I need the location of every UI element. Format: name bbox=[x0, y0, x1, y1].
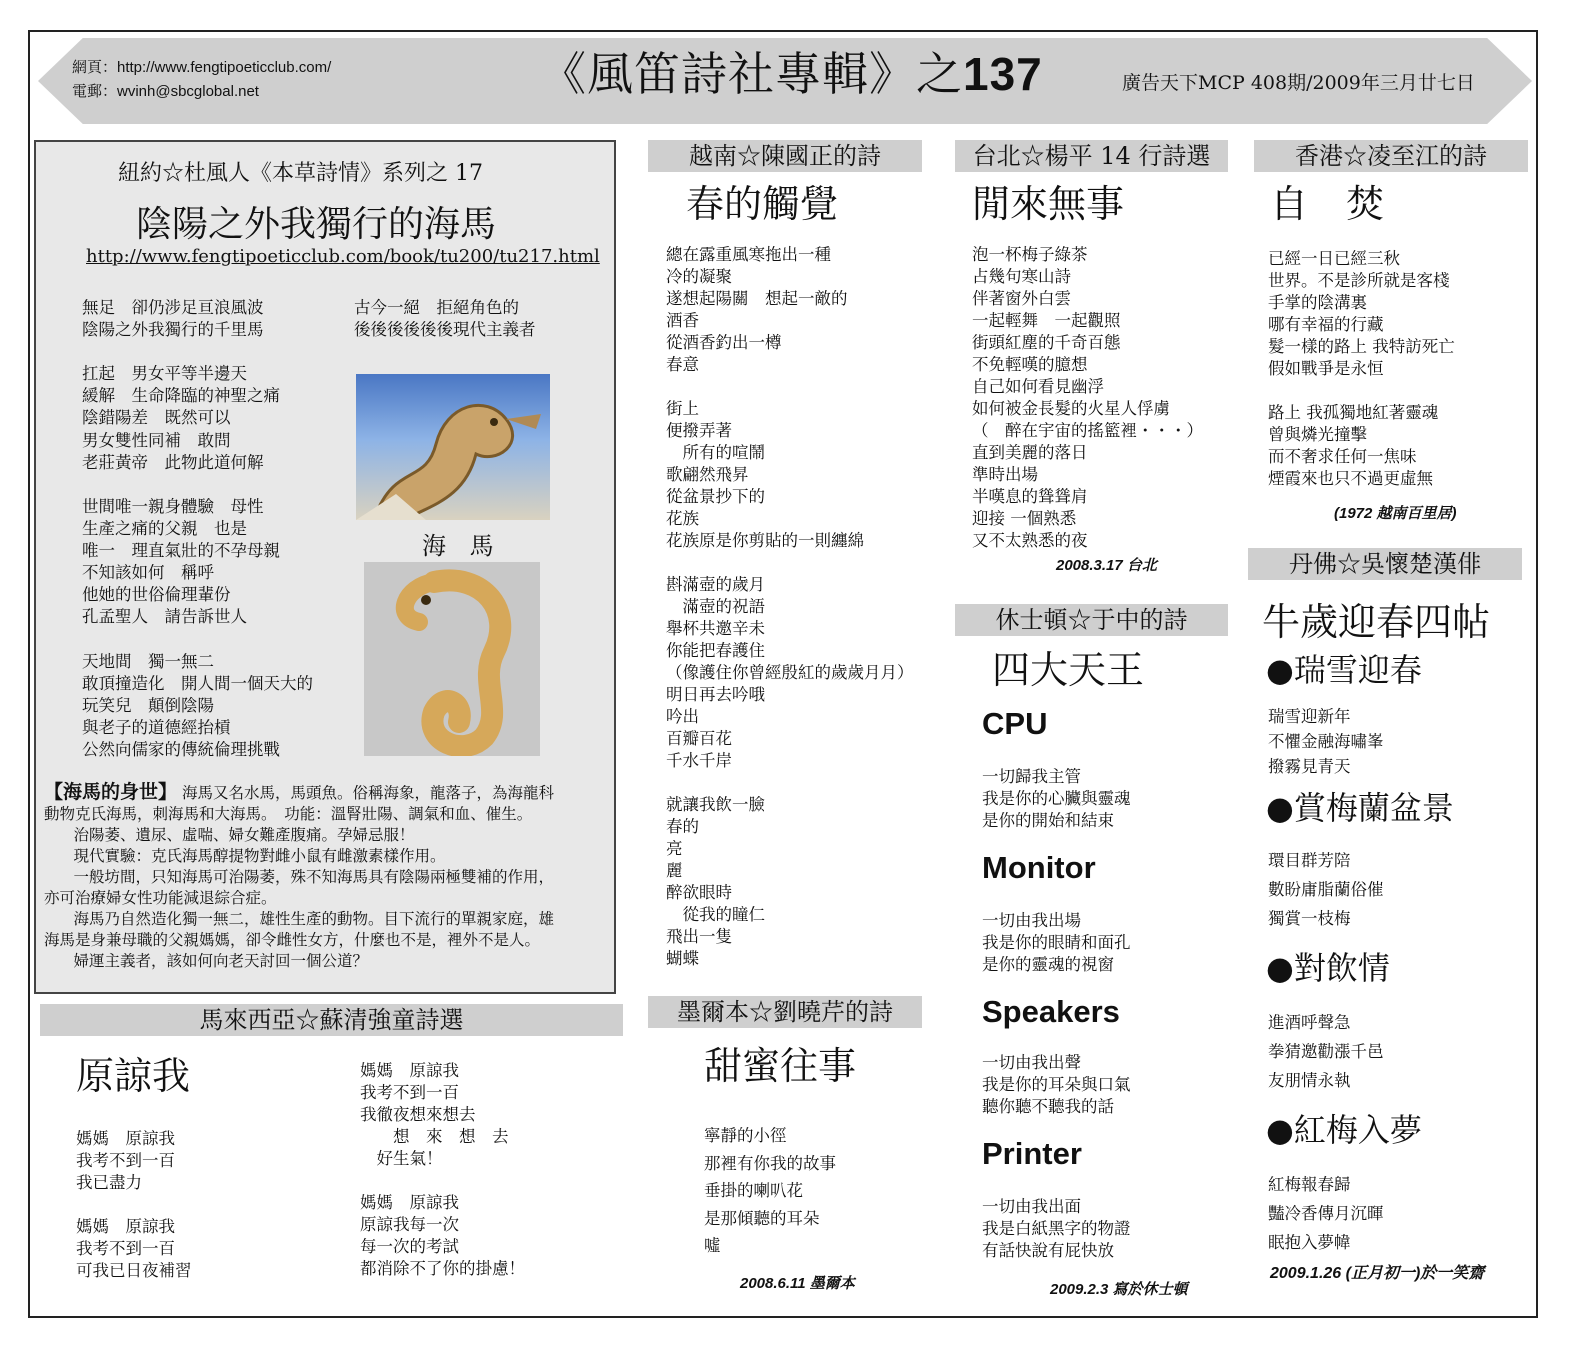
date-hongkong: (1972 越南百里居) bbox=[1334, 505, 1457, 522]
section-bar-houston: 休士頓☆于中的詩 bbox=[955, 604, 1228, 636]
seahorse-drawing-1 bbox=[356, 374, 550, 520]
poem-title-vietnam: 春的觸覺 bbox=[686, 182, 839, 226]
denver-item-text: 進酒呼聲急 拳猜邀勸漲千邑 友朋情永執 bbox=[1268, 1013, 1384, 1090]
section-bar-vietnam: 越南☆陳國正的詩 bbox=[648, 140, 922, 172]
feature-title: 陰陽之外我獨行的海馬 bbox=[136, 204, 497, 245]
prose-line: 海馬又名水馬，馬頭魚。俗稱海象，龍落子，為海龍科 bbox=[181, 784, 554, 802]
title-prefix: 《風笛詩社專輯》之 bbox=[540, 47, 963, 101]
prose-heading: 【海馬的身世】 bbox=[44, 781, 178, 803]
houston-item-text: 一切由我出聲 我是你的耳朵與口氣 聽你聽不聽我的話 bbox=[982, 1053, 1131, 1116]
date-taipei: 2008.3.17 台北 bbox=[1056, 557, 1157, 574]
poem-title-hongkong: 自 焚 bbox=[1270, 182, 1385, 226]
date-denver: 2009.1.26 (正月初一)於一笑齋 bbox=[1270, 1265, 1485, 1282]
section-bar-malaysia: 馬來西亞☆蘇清強童詩選 bbox=[40, 1004, 623, 1036]
poem-taipei: 泡一杯梅子綠茶 占幾句寒山詩 伴著窗外白雲 一起輕舞 一起觀照 街頭紅塵的千奇百態 不免輕嘆的臆想 自己如何看見幽浮 如何被金長髮的火星人俘虜 （ 醉在宇宙的搖籃裡・・・） 直到美麗的落日 準時出場 半嘆息的聳聳肩 迎接 一個熟悉 又不太熟悉的夜 bbox=[972, 245, 1203, 550]
feature-series: 紐約☆杜風人《本草詩情》系列之 17 bbox=[118, 161, 483, 186]
feature-poem-col2: 古今一絕 拒絕角色的 後後後後後後現代主義者 bbox=[354, 298, 536, 339]
prose-line: 現代實驗：克氏海馬醇提物對雌小鼠有雌激素樣作用。 bbox=[58, 847, 446, 865]
prose-line: 一般坊間，只知海馬可治陽萎，殊不知海馬具有陰陽兩極雙補的作用， bbox=[58, 868, 555, 886]
feature-prose bbox=[44, 782, 604, 972]
date-melbourne: 2008.6.11 墨爾本 bbox=[740, 1275, 855, 1292]
houston-item-name: CPU bbox=[982, 706, 1048, 741]
section-bar-melbourne: 墨爾本☆劉曉芹的詩 bbox=[648, 996, 922, 1028]
poem-title-melbourne: 甜蜜往事 bbox=[704, 1044, 857, 1088]
seahorse-photo-1 bbox=[356, 374, 550, 520]
denver-item-name: ●瑞雪迎春 bbox=[1266, 651, 1422, 689]
houston-item-name: Printer bbox=[982, 1136, 1082, 1171]
prose-line: 海馬是身兼母職的父親媽媽，卻令雌性女方，什麼也不是，裡外不是人。 bbox=[44, 931, 541, 949]
poem-malaysia-col2: 媽媽 原諒我 我考不到一百 我徹夜想來想去 想 來 想 去 好生氣！ 媽媽 原諒我 原諒我每一次 每一次的考試 都消除不了你的掛慮！ bbox=[360, 1061, 525, 1278]
seahorse-photo-2 bbox=[364, 562, 540, 756]
seahorse-caption: 海 馬 bbox=[422, 532, 502, 560]
prose-line: 治陽萎、遺尿、虛喘、婦女難產腹痛。孕婦忌服！ bbox=[58, 826, 415, 844]
poem-title-malaysia: 原諒我 bbox=[76, 1054, 191, 1098]
houston-item-name: Speakers bbox=[982, 994, 1120, 1029]
prose-line: 亦可治療婦女性功能減退綜合症。 bbox=[44, 889, 277, 907]
poem-melbourne: 寧靜的小徑 那裡有你我的故事 垂掛的喇叭花 是那傾聽的耳朵 噓 bbox=[704, 1126, 836, 1255]
prose-line: 動物克氏海馬，刺海馬和大海馬。 功能：溫腎壯陽、調氣和血、催生。 bbox=[44, 805, 533, 823]
section-bar-hongkong: 香港☆凌至江的詩 bbox=[1254, 140, 1528, 172]
poem-title-taipei: 閒來無事 bbox=[972, 182, 1125, 226]
feature-poem-col1: 無足 卻仍涉足亘浪風波 陰陽之外我獨行的千里馬 扛起 男女平等半邊天 緩解 生命降臨的神聖之痛 陰錯陽差 既然可以 男女雙性同補 敢問 老莊黃帝 此物此道何解 世間唯一親身體驗 母性 生產之痛的父親 也是 唯一 理直氣壯的不孕母親 不知該如何 稱呼 他她的世俗倫理輩份 孔孟聖人 請告訴世人 天地間 獨一無二 敢頂撞造化 開人間一個天大的 玩笑兒 顛倒陰陽 與老子的道德經抬槓 公然向儒家的傳統倫理挑戰 bbox=[82, 298, 313, 759]
email-line: 電郵：wvinh@sbcglobal.net bbox=[72, 83, 259, 100]
houston-item-text: 一切由我出面 我是白紙黑字的物證 有話快說有屁快放 bbox=[982, 1197, 1131, 1260]
section-bar-taipei: 台北☆楊平 14 行詩選 bbox=[955, 140, 1228, 172]
denver-item-text: 紅梅報春歸 豔冷香傳月沉暉 眠抱入夢幃 bbox=[1268, 1175, 1384, 1252]
poem-hongkong: 已經一日已經三秋 世界。不是診所就是客棧 手掌的陰溝裏 哪有幸福的行藏 髮一樣的路上 我特訪死亡 假如戰爭是永恒 路上 我孤獨地紅著靈魂 曾與燐光撞擊 而不奢求任何一焦味 煙霞來也只不過更虛無 bbox=[1268, 249, 1455, 488]
denver-item-name: ●對飲情 bbox=[1266, 949, 1390, 987]
prose-line: 婦運主義者，該如何向老天討回一個公道？ bbox=[58, 952, 369, 970]
denver-item-name: ●賞梅蘭盆景 bbox=[1266, 789, 1454, 827]
website-line: 網頁：http://www.fengtipoeticclub.com/ bbox=[72, 59, 332, 76]
seahorse-drawing-2 bbox=[364, 562, 540, 756]
poem-title-houston: 四大天王 bbox=[992, 648, 1145, 692]
poem-title-denver: 牛歲迎春四帖 bbox=[1262, 600, 1491, 644]
section-bar-denver: 丹佛☆吳懷楚漢俳 bbox=[1248, 548, 1522, 580]
page-title bbox=[540, 44, 1043, 104]
denver-item-text: 環目群芳陪 數盼庸脂蘭俗催 獨賞一枝梅 bbox=[1268, 851, 1384, 928]
feature-url[interactable]: http://www.fengtipoeticclub.com/book/tu200/tu217.html bbox=[86, 246, 600, 267]
prose-line: 海馬乃自然造化獨一無二，雄性生產的動物。目下流行的單親家庭，雄 bbox=[58, 910, 555, 928]
houston-item-text: 一切由我出場 我是你的眼睛和面孔 是你的靈魂的視窗 bbox=[982, 911, 1131, 974]
title-number: 137 bbox=[963, 48, 1043, 100]
date-houston: 2009.2.3 寫於休士頓 bbox=[1050, 1281, 1188, 1298]
poem-vietnam: 總在露重風寒拖出一種 冷的凝聚 遂想起陽關 想起一敵的 酒香 從酒香釣出一樽 春意 街上 便撥弄著 所有的喧鬧 歌翩然飛昇 從盆景抄下的 花族 花族原是你剪貼的一則纏綿 斟滿壺的歲月 滿壺的祝語 舉杯共邀辛未 你能把春護住 （像護住你曾經殷紅的歲歲月月） 明日再去吟哦 吟出 百瓣百花 千水千岸 就讓我飲一臉 春的 亮 麗 醉欲眼時 從我的瞳仁 飛出一隻 蝴蝶 bbox=[666, 245, 914, 968]
denver-item-name: ●紅梅入夢 bbox=[1266, 1111, 1422, 1149]
houston-item-name: Monitor bbox=[982, 850, 1096, 885]
issue-line: 廣告天下MCP 408期/2009年三月廿七日 bbox=[1122, 72, 1475, 94]
poem-malaysia-col1: 媽媽 原諒我 我考不到一百 我已盡力 媽媽 原諒我 我考不到一百 可我已日夜補習 bbox=[76, 1129, 192, 1280]
houston-item-text: 一切歸我主管 我是你的心臟與靈魂 是你的開始和結束 bbox=[982, 767, 1131, 830]
denver-item-text: 瑞雪迎新年 不懼金融海嘯峯 撥霧見青天 bbox=[1268, 707, 1384, 776]
